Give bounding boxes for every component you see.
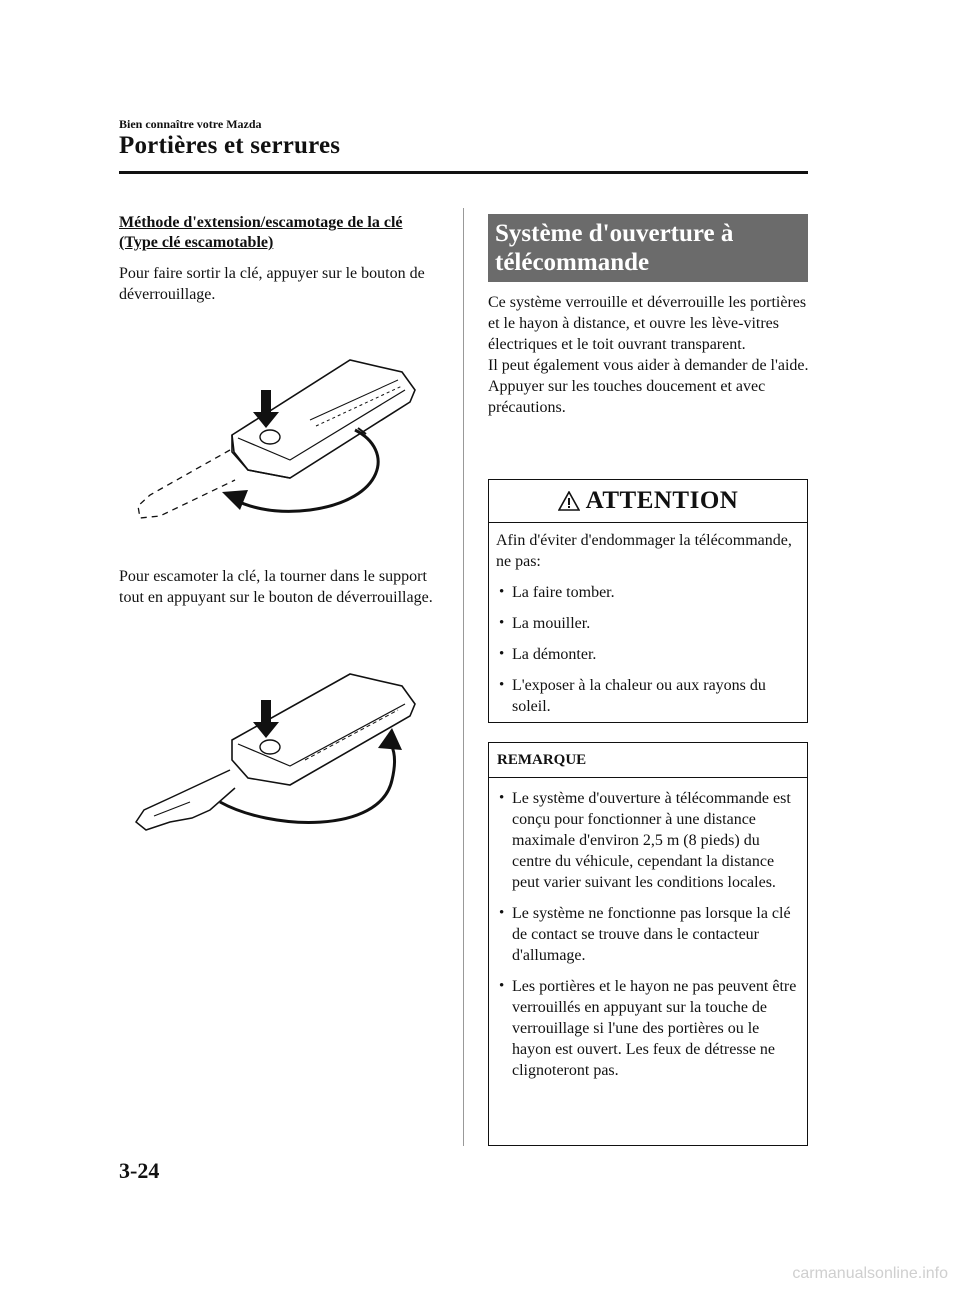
attention-header xyxy=(489,480,807,523)
warning-triangle-icon xyxy=(558,491,580,511)
attention-lead: Afin d'éviter d'endommager la télécommande, ne pas: xyxy=(496,532,792,570)
remark-item: • Les portières et le hayon ne pas peuvent être verrouillés en appuyant sur la touche de verrouillage si l'une des portières ou le hayon est ouvert. Les feux de détresse ne clignoteront pas. xyxy=(496,976,799,1081)
key-retract-illustration xyxy=(130,670,440,855)
intro-paragraph: Il peut également vous aider à demander de l'aide. xyxy=(488,357,809,374)
watermark: carmanualsonline.info xyxy=(792,1265,948,1282)
attention-body xyxy=(489,523,807,717)
remark-item: • Le système ne fonctionne pas lorsque la clé de contact se trouve dans le contacteur d'allumage. xyxy=(496,903,799,966)
intro-paragraph: Appuyer sur les touches doucement et avec précautions. xyxy=(488,378,766,416)
extend-key-paragraph: Pour faire sortir la clé, appuyer sur le bouton de déverrouillage. xyxy=(119,265,425,303)
attention-item: • La faire tomber. xyxy=(496,582,799,603)
remote-system-title: Système d'ouverture à télécommande xyxy=(495,220,734,276)
attention-item: • La démonter. xyxy=(496,644,799,665)
remark-body xyxy=(489,788,807,1081)
page-number: 3-24 xyxy=(119,1158,160,1183)
remark-header xyxy=(489,743,807,778)
section-title: Portières et serrures xyxy=(119,132,341,159)
key-extend-illustration xyxy=(130,340,440,530)
column-divider xyxy=(463,208,464,1146)
attention-title: ATTENTION xyxy=(585,487,739,514)
left-column xyxy=(119,213,439,305)
retract-key-paragraph: Pour escamoter la clé, la tourner dans le support tout en appuyant sur le bouton de déverrouillage. xyxy=(119,568,433,606)
attention-item: • La mouiller. xyxy=(496,613,799,634)
remote-system-banner xyxy=(488,214,808,282)
chapter-label: Bien connaître votre Mazda xyxy=(119,117,262,131)
header-rule xyxy=(119,171,808,174)
attention-item: • L'exposer à la chaleur ou aux rayons du soleil. xyxy=(496,675,799,717)
remark-title: REMARQUE xyxy=(497,751,587,768)
key-method-subheading: Méthode d'extension/escamotage de la clé (Type clé escamotable) xyxy=(119,214,403,251)
intro-paragraph: Ce système verrouille et déverrouille les portières et le hayon à distance, et ouvre les lève-vitres électriques et le toit ouvrant transparent. xyxy=(488,294,807,353)
attention-box xyxy=(488,479,808,723)
remark-item: • Le système d'ouverture à télécommande est conçu pour fonctionner à une distance maximale d'environ 2,5 m (8 pieds) du centre du véhicule, cependant la distance peut varier suivant les conditions locales. xyxy=(496,788,799,893)
remark-box xyxy=(488,742,808,1146)
remote-system-intro xyxy=(488,292,810,418)
